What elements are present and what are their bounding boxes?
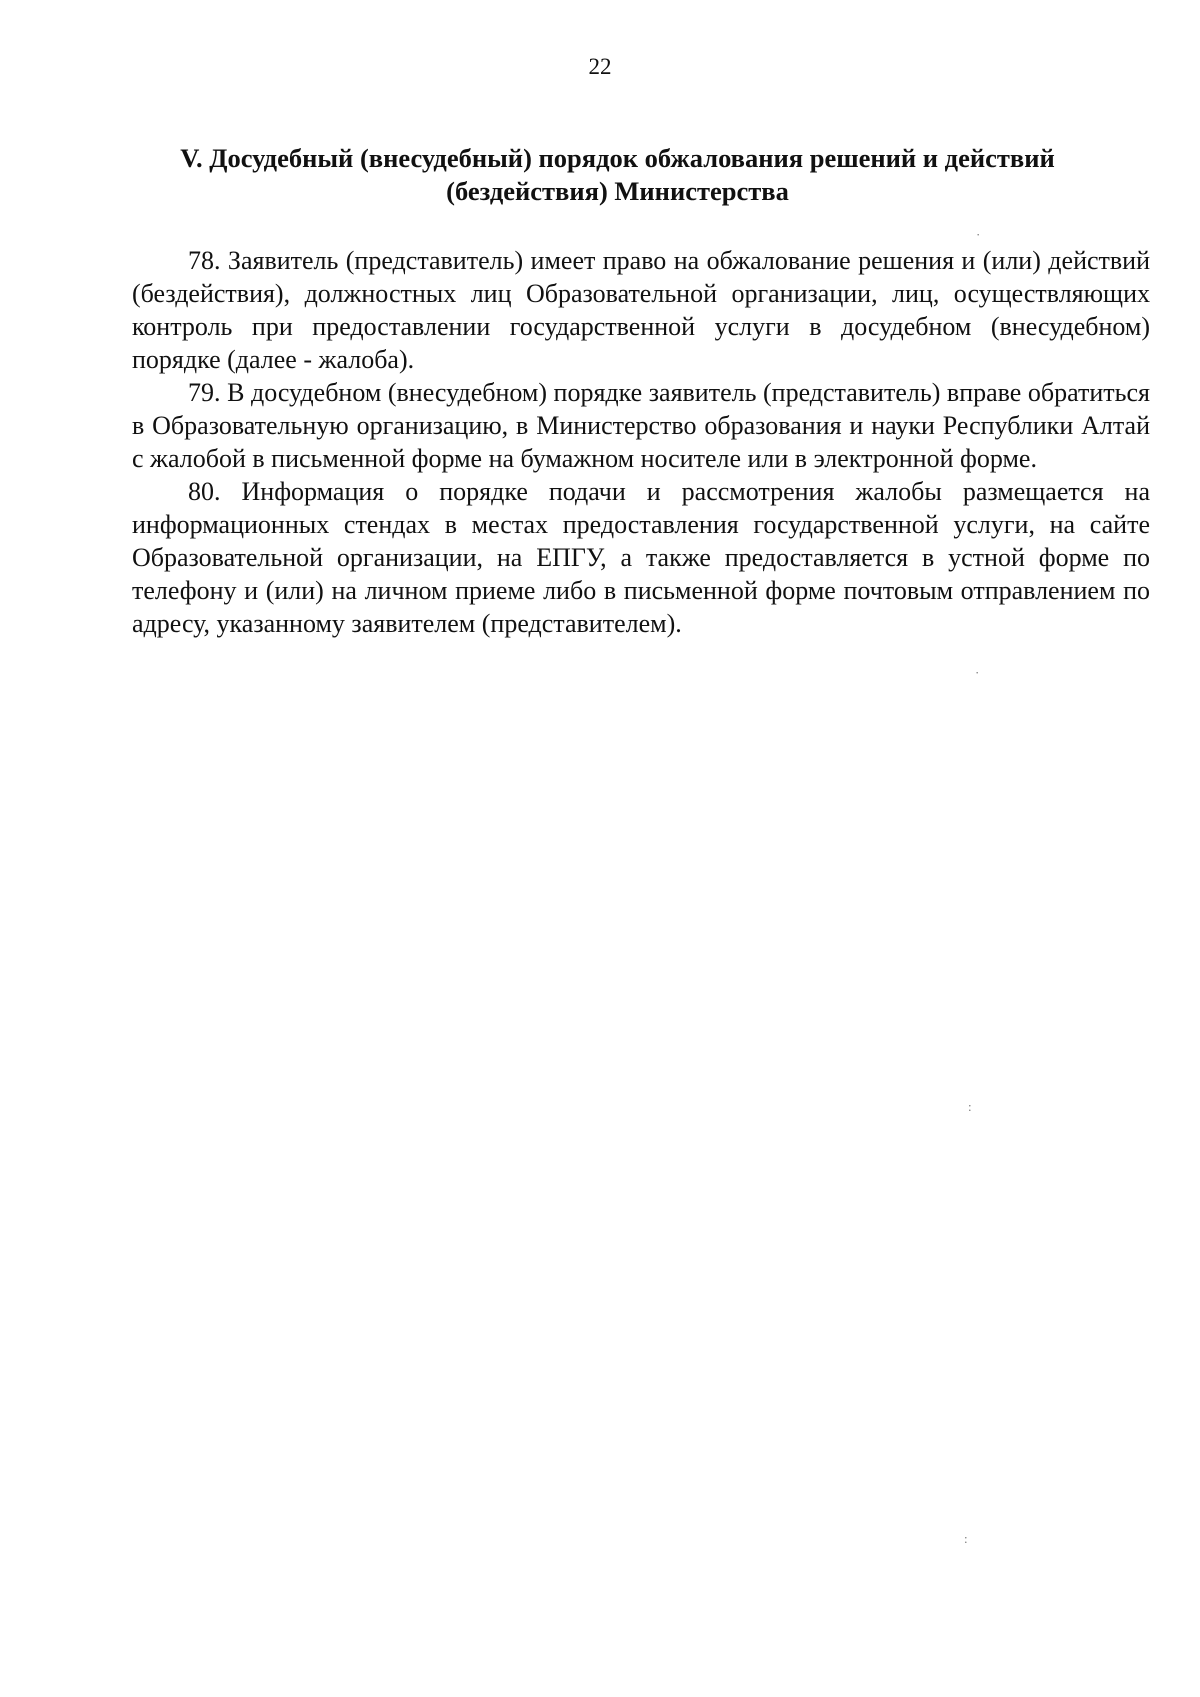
scan-artifact: : [968, 1099, 972, 1114]
section-body [132, 244, 1150, 640]
section-title-line-1: V. Досудебный (внесудебный) порядок обжалования решений и действий [180, 143, 1055, 173]
section-title [150, 142, 1085, 208]
paragraph-78: 78. Заявитель (представитель) имеет право на обжалование решения и (или) действий (бездействия), должностных лиц Образовательной организации, лиц, осуществляющих контроль при предоставлении государственной услуги в досудебном (внесудебном) порядке (далее - жалоба). [132, 246, 1150, 374]
paragraph-79: 79. В досудебном (внесудебном) порядке заявитель (представитель) вправе обратиться в Образовательную организацию, в Министерство образования и науки Республики Алтай с жалобой в письменной форме на бумажном носителе или в электронной форме. [132, 378, 1150, 473]
page-number: 22 [588, 54, 612, 79]
paragraph-80: 80. Информация о порядке подачи и рассмотрения жалобы размещается на информационных стендах в местах предоставления государственной услуги, на сайте Образовательной организации, на ЕПГУ, а также предоставляется в устной форме по телефону и (или) на личном приеме либо в письменной форме почтовым отправлением по адресу, указанному заявителем (представителем). [132, 477, 1150, 638]
scan-artifact: : [964, 1531, 968, 1546]
scan-artifact: · [975, 665, 980, 680]
scan-artifact: · [976, 227, 981, 242]
section-title-line-2: (бездействия) Министерства [446, 176, 789, 206]
